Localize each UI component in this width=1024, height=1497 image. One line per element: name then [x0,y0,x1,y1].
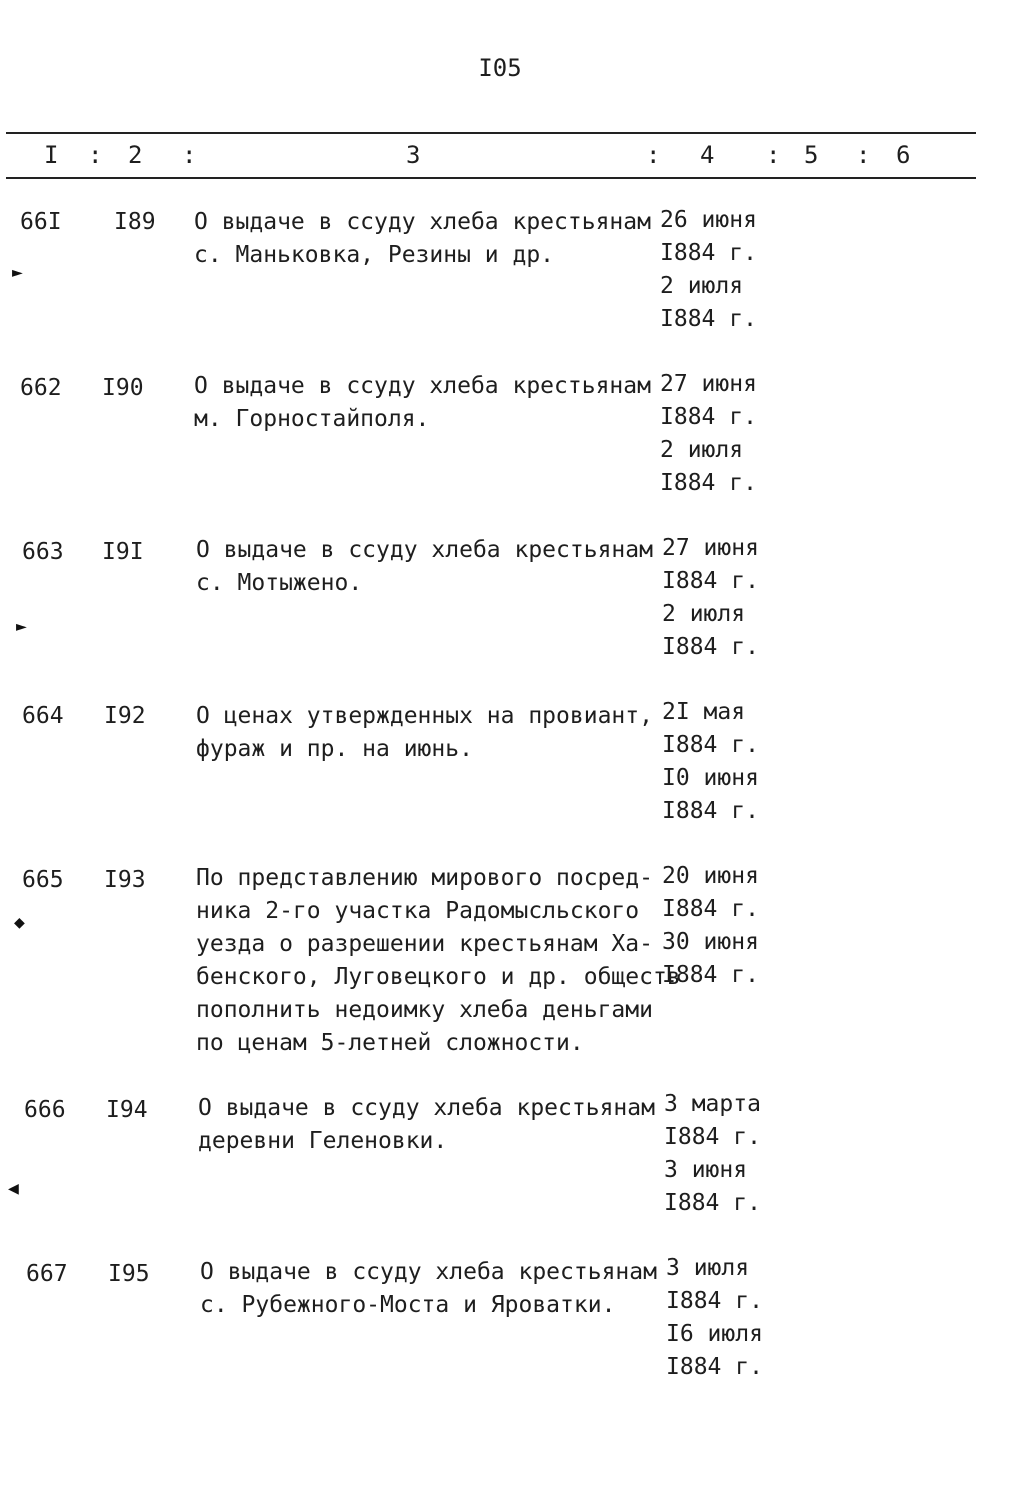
header-separator: : [766,141,781,169]
row-doc-number: I95 [108,1261,150,1287]
margin-marker-icon: ► [16,616,27,637]
row-number: 663 [22,539,64,565]
header-separator: : [856,141,871,169]
page-number: I05 [478,54,522,82]
row-doc-number: I90 [102,375,144,401]
header-separator: : [182,141,197,169]
header-separator: : [88,141,103,169]
row-number: 667 [26,1261,68,1287]
row-title: О выдаче в ссуду хлеба крестьянам с. Мотыжено. [196,537,653,596]
margin-marker-icon: ► [12,262,23,283]
row-dates: 3 июля I884 г. I6 июля I884 г. [666,1255,763,1380]
row-title: О выдаче в ссуду хлеба крестьянам с. Маньковка, Резины и др. [194,209,651,268]
header-col3: 3 [406,141,421,169]
row-number: 662 [20,375,62,401]
header-col2: 2 [128,141,143,169]
row-dates: 2I мая I884 г. I0 июня I884 г. [662,699,759,824]
row-number: 66I [20,209,62,235]
row-number: 666 [24,1097,66,1123]
row-doc-number: I93 [104,867,146,893]
row-title: О выдаче в ссуду хлеба крестьянам м. Горностайполя. [194,373,651,432]
row-dates: 20 июня I884 г. 30 июня I884 г. [662,863,759,988]
row-number: 664 [22,703,64,729]
header-col6: 6 [896,141,911,169]
margin-marker-icon: ◆ [14,912,25,933]
header-bottom-rule [6,177,976,179]
row-title: О выдаче в ссуду хлеба крестьянам с. Рубежного-Моста и Яроватки. [200,1259,657,1318]
row-number: 665 [22,867,64,893]
header-col4: 4 [700,141,715,169]
header-top-rule [6,132,976,134]
row-doc-number: I92 [104,703,146,729]
row-title: О ценах утвержденных на провиант, фураж и пр. на июнь. [196,703,653,762]
row-doc-number: I89 [114,209,156,235]
row-dates: 27 июня I884 г. 2 июля I884 г. [662,535,759,660]
row-doc-number: I94 [106,1097,148,1123]
row-dates: 3 марта I884 г. 3 июня I884 г. [664,1091,761,1216]
row-title: О выдаче в ссуду хлеба крестьянам деревни Геленовки. [198,1095,655,1154]
header-col1: I [44,141,59,169]
row-title: По представлению мирового посред- ника 2-го участка Радомысльского уезда о разрешении крестьянам Ха- бенского, Луговецкого и др. обществ пополнить недоимку хлеба деньгами по ценам 5-летней сложности. [196,865,681,1056]
header-separator: : [646,141,661,169]
row-dates: 26 июня I884 г. 2 июля I884 г. [660,207,757,332]
margin-marker-icon: ◀ [8,1178,19,1199]
row-dates: 27 июня I884 г. 2 июля I884 г. [660,371,757,496]
header-col5: 5 [804,141,819,169]
row-doc-number: I9I [102,539,144,565]
